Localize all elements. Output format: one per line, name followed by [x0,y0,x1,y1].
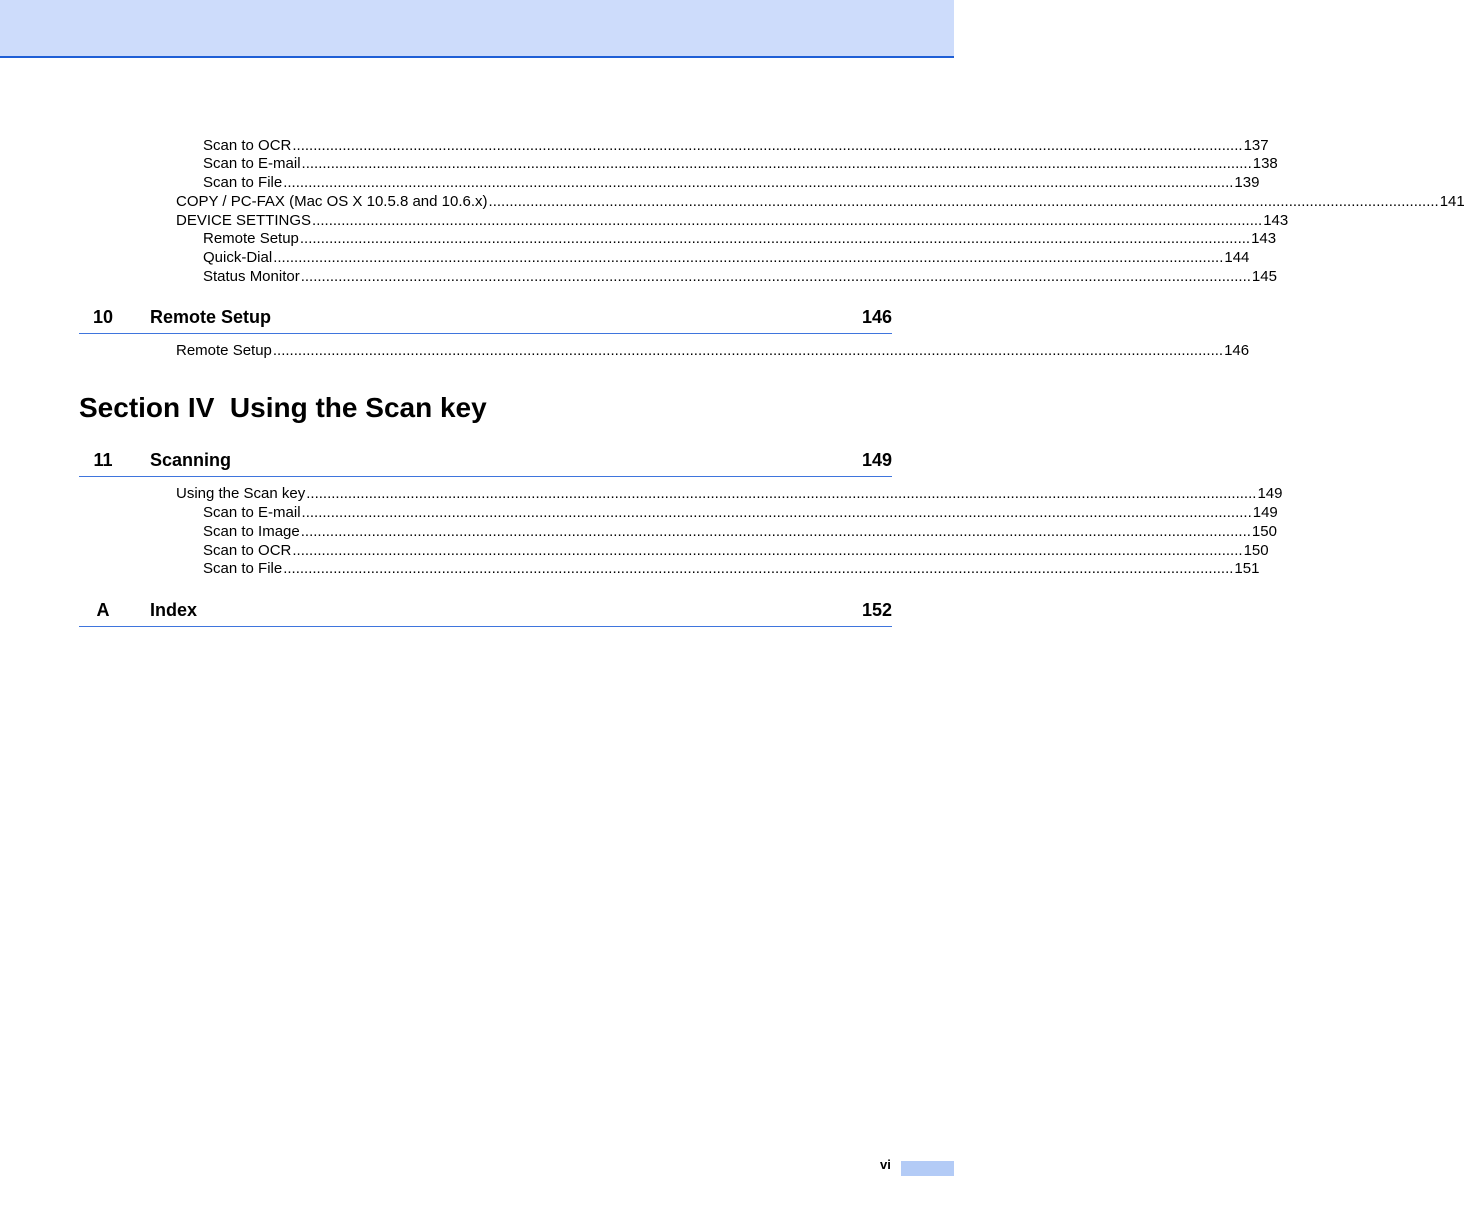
toc-entry-title: Quick-Dial [203,249,273,266]
toc-entry-page: 149 [1252,504,1278,521]
toc-entry[interactable] [203,541,1269,560]
toc-entry-page: 151 [1234,560,1260,577]
toc-entry[interactable] [203,248,1250,267]
toc-entry-page: 138 [1252,155,1278,172]
chapter-number: A [96,600,110,620]
toc-entry-title: COPY / PC-FAX (Mac OS X 10.5.8 and 10.6.x) [176,193,488,210]
toc-entry[interactable] [176,192,1465,211]
toc-entry-page: 137 [1243,137,1269,154]
toc-entry-page: 141 [1439,193,1465,210]
dot-leader: .................................................................................................................................................................................................................................... [312,212,1263,229]
toc-entry-title: Status Monitor [203,268,300,285]
toc-entry[interactable] [203,267,1277,286]
toc-entry-title: Scan to E-mail [203,155,301,172]
chapter-heading[interactable] [79,598,892,627]
chapter-heading[interactable] [79,305,892,334]
toc-entry[interactable] [203,229,1277,248]
chapter-title: Scanning [150,450,232,470]
toc-entry-title: Scan to File [203,560,283,577]
chapter-number: 11 [93,450,113,470]
dot-leader: .................................................................................................................................................................................................................................... [292,137,1243,154]
chapter-title: Index [150,600,198,620]
chapter-page: 149 [861,450,892,470]
dot-leader: .................................................................................................................................................................................................................................... [300,268,1251,285]
toc-entry-title: Scan to File [203,174,283,191]
toc-entry-title: Scan to OCR [203,542,292,559]
toc-entry-page: 150 [1243,542,1269,559]
toc-entry-page: 143 [1263,212,1289,229]
toc-entry-page: 150 [1251,523,1277,540]
toc-entry-title: Remote Setup [203,230,299,247]
toc-entry-title: DEVICE SETTINGS [176,212,312,229]
dot-leader: .................................................................................................................................................................................................................................... [300,523,1251,540]
chapter-heading[interactable] [79,448,892,477]
page-number: vi [880,1157,891,1172]
dot-leader: .................................................................................................................................................................................................................................... [301,155,1252,172]
page-tab-marker [901,1161,954,1176]
toc-entry-title: Using the Scan key [176,485,306,502]
toc-entry[interactable] [176,341,1250,360]
dot-leader: .................................................................................................................................................................................................................................... [272,342,1224,359]
toc-entry[interactable] [203,136,1269,155]
toc-entry-title: Scan to OCR [203,137,292,154]
dot-leader: .................................................................................................................................................................................................................................... [301,504,1252,521]
toc-entry-page: 143 [1251,230,1277,247]
toc-entry[interactable] [203,154,1278,173]
section-heading: Section IV Using the Scan key [79,392,487,423]
dot-leader: .................................................................................................................................................................................................................................... [299,230,1251,247]
toc-entry[interactable] [203,559,1260,578]
toc-entry[interactable] [203,522,1277,541]
toc-entry-page: 149 [1257,485,1283,502]
toc-entry-page: 139 [1234,174,1260,191]
dot-leader: .................................................................................................................................................................................................................................... [283,174,1234,191]
toc-entry-title: Scan to E-mail [203,504,301,521]
toc-entry-page: 146 [1224,342,1250,359]
chapter-page: 152 [861,600,892,620]
dot-leader: .................................................................................................................................................................................................................................... [283,560,1234,577]
dot-leader: .................................................................................................................................................................................................................................... [273,249,1224,266]
dot-leader: .................................................................................................................................................................................................................................... [292,542,1243,559]
dot-leader: .................................................................................................................................................................................................................................... [306,485,1257,502]
chapter-page: 146 [861,307,892,327]
header-band [0,0,954,58]
chapter-number: 10 [92,307,114,327]
toc-entry-page: 144 [1224,249,1250,266]
toc-entry[interactable] [176,211,1289,230]
chapter-title: Remote Setup [150,307,272,327]
toc-entry-page: 145 [1251,268,1277,285]
toc-entry[interactable] [176,484,1283,503]
toc-entry[interactable] [203,173,1260,192]
dot-leader: .................................................................................................................................................................................................................................... [488,193,1439,210]
toc-entry[interactable] [203,503,1278,522]
toc-entry-title: Scan to Image [203,523,300,540]
toc-entry-title: Remote Setup [176,342,272,359]
